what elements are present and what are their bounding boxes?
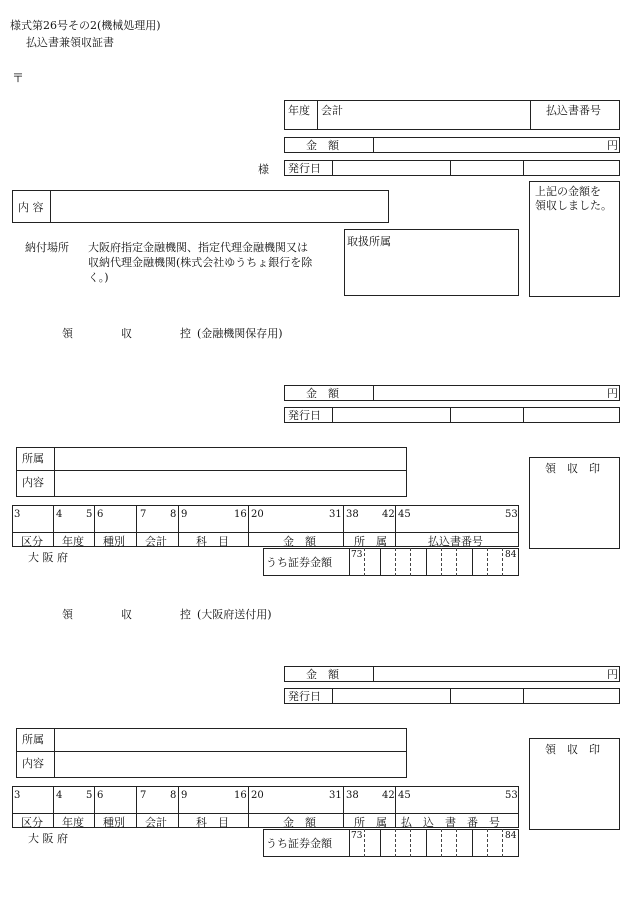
yen-unit: 円 [607,668,618,681]
col-label: 年度 [62,816,84,829]
col-label: 区分 [21,816,43,829]
securities-amount-label: うち証券金額 [266,556,332,569]
col-num: 9 [181,509,188,520]
osaka-label: 大 阪 府 [28,832,68,845]
col-num: 5 [86,790,93,801]
amount-label: 金 額 [306,387,339,400]
form-subtitle: 払込書兼領収証書 [26,36,114,49]
payment-place-line3: く。) [88,271,109,284]
payment-place-line2: 収納代理金融機関(株式会社ゆうちょ銀行を除 [88,256,313,269]
issue-date-row [284,160,620,176]
col-num: 16 [234,509,247,520]
issue-date-label: 発行日 [288,409,321,422]
col-label: 科 目 [196,816,229,829]
col-num: 7 [140,509,147,520]
postal-mark: 〒 [12,71,25,85]
issue-date-row [284,407,620,423]
section-title-hikae: 控 [180,608,191,621]
osaka-label: 大 阪 府 [28,551,68,564]
digit-start: 73 [351,550,363,560]
affiliation-label: 所属 [22,733,44,746]
receipt-stamp-label: 領 収 印 [545,462,600,475]
col-label: 種別 [103,535,125,548]
affiliation-content-box [16,447,407,497]
col-num: 3 [14,509,21,520]
col-num: 7 [140,790,147,801]
col-label: 区分 [21,535,43,548]
amount-label: 金 額 [306,668,339,681]
content-box [12,190,389,223]
content-label: 内 容 [18,201,44,214]
col-label: 所 属 [354,816,387,829]
col-label: 金 額 [283,535,316,548]
receipt-stamp-label: 領 収 印 [545,743,600,756]
section-title-shu: 収 [121,608,132,621]
section-title-ryo: 領 [62,327,73,340]
section-title-note: (大阪府送付用) [197,608,272,621]
securities-amount-label: うち証券金額 [266,837,332,850]
col-num: 8 [170,509,177,520]
col-label: 金 額 [283,816,316,829]
receipt-note-line1: 上記の金額を [535,185,601,198]
col-label: 種別 [103,816,125,829]
col-num: 6 [97,509,104,520]
content-label: 内容 [22,476,44,489]
amount-label: 金 額 [306,139,339,152]
col-num: 4 [56,509,63,520]
section-title-ryo: 領 [62,608,73,621]
col-num: 5 [86,509,93,520]
col-num: 42 [382,509,395,520]
issue-date-label: 発行日 [288,690,321,703]
yen-unit: 円 [607,139,618,152]
payment-place-line1: 大阪府指定金融機関、指定代理金融機関又は [88,241,308,254]
col-num: 20 [251,509,264,520]
digit-end: 84 [505,550,517,560]
col-num: 53 [505,790,518,801]
col-label: 年度 [62,535,84,548]
issue-date-label: 発行日 [288,162,321,175]
col-num: 31 [329,790,342,801]
content-label: 内容 [22,757,44,770]
col-num: 6 [97,790,104,801]
col-num: 20 [251,790,264,801]
col-num: 8 [170,790,177,801]
digit-start: 73 [351,831,363,841]
col-num: 45 [398,790,411,801]
col-num: 3 [14,790,21,801]
issue-date-row [284,688,620,704]
col-label: 会計 [145,535,167,548]
receipt-note-line2: 領収しました。 [535,199,612,212]
nendo-label: 年度 [288,104,310,117]
haraikomi-number-label: 払込書番号 [546,104,601,117]
col-num: 42 [382,790,395,801]
col-label: 所 属 [354,535,387,548]
col-num: 53 [505,509,518,520]
section-title-note: (金融機関保存用) [197,327,283,340]
col-num: 31 [329,509,342,520]
handling-office-label: 取扱所属 [347,235,391,248]
section-title-hikae: 控 [180,327,191,340]
col-num: 38 [346,509,359,520]
col-label: 会計 [145,816,167,829]
digit-end: 84 [505,831,517,841]
col-num: 9 [181,790,188,801]
col-num: 16 [234,790,247,801]
col-label: 科 目 [196,535,229,548]
kaikei-label: 会計 [321,104,343,117]
yen-unit: 円 [607,387,618,400]
section-title-shu: 収 [121,327,132,340]
col-num: 4 [56,790,63,801]
payment-place-label: 納付場所 [25,241,69,254]
col-label: 払込書番号 [428,535,483,548]
affiliation-content-box [16,728,407,778]
col-num: 38 [346,790,359,801]
col-num: 45 [398,509,411,520]
sama-label: 様 [258,163,269,176]
col-label: 払 込 書 番 号 [401,816,500,829]
form-title: 様式第26号その2(機械処理用) [10,19,161,32]
affiliation-label: 所属 [22,452,44,465]
